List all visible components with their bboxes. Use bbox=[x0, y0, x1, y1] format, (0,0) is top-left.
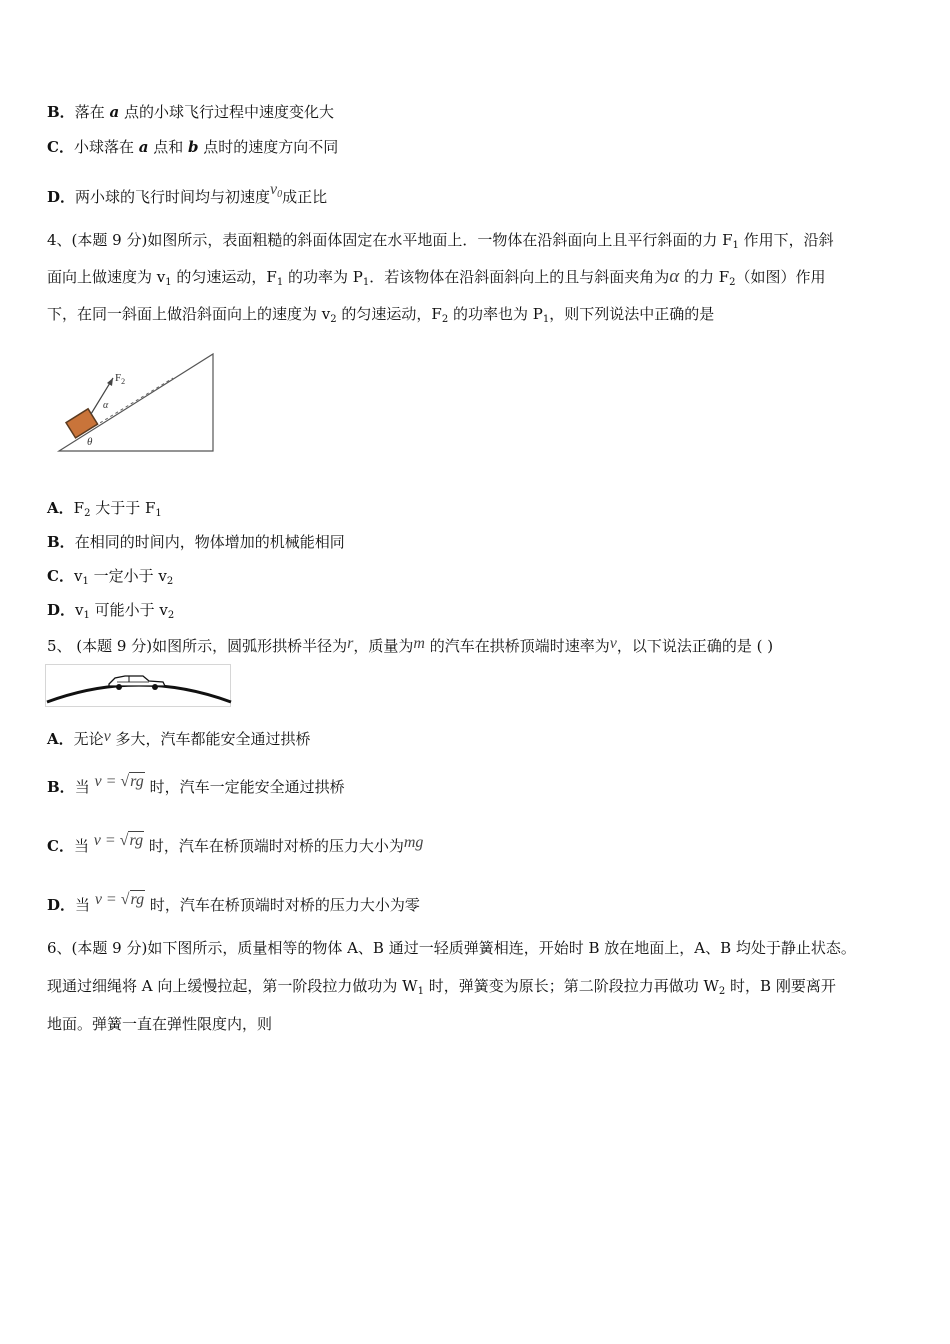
q4-option-c: C．$v_1$ 一定小于 $v_2$ bbox=[47, 567, 174, 587]
q6-stem-line3: 地面。弹簧一直在弹性限度内，则 bbox=[47, 1015, 273, 1033]
arch-bridge-figure bbox=[45, 664, 233, 708]
math-v0: $v_0$ bbox=[270, 181, 283, 200]
math-sqrt-expression: v = √rg bbox=[94, 891, 145, 908]
q4-option-b: B．在相同的时间内，物体增加的机械能相同 bbox=[47, 533, 345, 551]
math-sqrt-expression: v = √rg bbox=[93, 832, 144, 849]
q6-stem-line1: 6、(本题 9 分)如下图所示，质量相等的物体 A、B 通过一轻质弹簧相连，开始时 B 放在地面上，A、B 均处于静止状态。 bbox=[47, 939, 856, 957]
option-text: 点时的速度方向不同 bbox=[198, 138, 339, 156]
option-text: 两小球的飞行时间均与初速度 bbox=[75, 188, 271, 206]
block bbox=[66, 409, 98, 438]
math-alpha: α bbox=[669, 266, 680, 287]
q4-stem-line1: 4、(本题 9 分)如图所示，表面粗糙的斜面体固定在水平地面上．一物体在沿斜面向上且平行斜面的力 $F_1$ 作用下，沿斜 bbox=[47, 231, 834, 251]
incline-figure bbox=[55, 348, 220, 456]
math-v: v bbox=[103, 728, 111, 745]
q5-option-b: B．当 v = √rg 时，汽车一定能安全通过拱桥 bbox=[47, 773, 345, 796]
variable: a bbox=[138, 138, 149, 156]
q5-option-a: A．无论v 多大，汽车都能安全通过拱桥 bbox=[47, 728, 311, 748]
arrow-head-icon bbox=[107, 378, 113, 386]
option-key: C． bbox=[47, 138, 74, 156]
q4-stem-line3: 下，在同一斜面上做沿斜面向上的速度为 $v_2$ 的匀速运动，$F_2$ 的功率也为 $P_1$，则下列说法中正确的是 bbox=[47, 305, 715, 325]
option-key: B． bbox=[47, 103, 75, 121]
math-sqrt-expression: v = √rg bbox=[94, 773, 144, 790]
option-text: 成正比 bbox=[282, 188, 328, 206]
theta-label: θ bbox=[87, 436, 93, 448]
incline-triangle bbox=[59, 354, 213, 451]
q5-option-d: D．当 v = √rg 时，汽车在桥顶端时对桥的压力大小为零 bbox=[47, 891, 420, 914]
q3-option-c bbox=[47, 137, 338, 157]
q4-option-d: D．$v_1$ 可能小于 $v_2$ bbox=[47, 601, 175, 621]
car-icon bbox=[109, 676, 165, 690]
q5-option-c: C．当 v = √rg 时，汽车在桥顶端时对桥的压力大小为mg bbox=[47, 832, 424, 855]
q5-stem: 5、 (本题 9 分)如图所示，圆弧形拱桥半径为r，质量为m 的汽车在拱桥顶端时速率为v，以下说法正确的是 ( ) bbox=[47, 635, 774, 655]
variable: a bbox=[109, 103, 120, 121]
option-text: 点和 bbox=[148, 138, 189, 156]
option-text: 小球落在 bbox=[73, 138, 139, 156]
q4-option-a: A．$F_2$ 大于于 $F_1$ bbox=[47, 499, 162, 519]
variable: b bbox=[188, 138, 199, 156]
option-text: 落在 bbox=[74, 103, 110, 121]
alpha-label: α bbox=[103, 400, 109, 411]
q6-stem-line2: 现通过细绳将 A 向上缓慢拉起，第一阶段拉力做功为 $W_1$ 时，弹簧变为原长；第二阶段拉力再做功 $W_2$ 时，B 刚要离开 bbox=[47, 977, 836, 997]
option-key: D． bbox=[47, 188, 76, 206]
q4-stem-line2: 面向上做速度为 $v_1$ 的匀速运动，$F_1$ 的功率为 $P_1$．若该物体在沿斜面斜向上的且与斜面夹角为α 的力 $F_2$（如图）作用 bbox=[47, 266, 826, 288]
bridge-arc bbox=[47, 685, 231, 702]
f2-label: $F_2$ bbox=[115, 372, 126, 386]
math-mg: mg bbox=[403, 834, 424, 851]
option-text: 点的小球飞行过程中速度变化大 bbox=[119, 103, 334, 121]
q3-option-d bbox=[47, 180, 327, 207]
q3-option-b bbox=[47, 102, 334, 122]
